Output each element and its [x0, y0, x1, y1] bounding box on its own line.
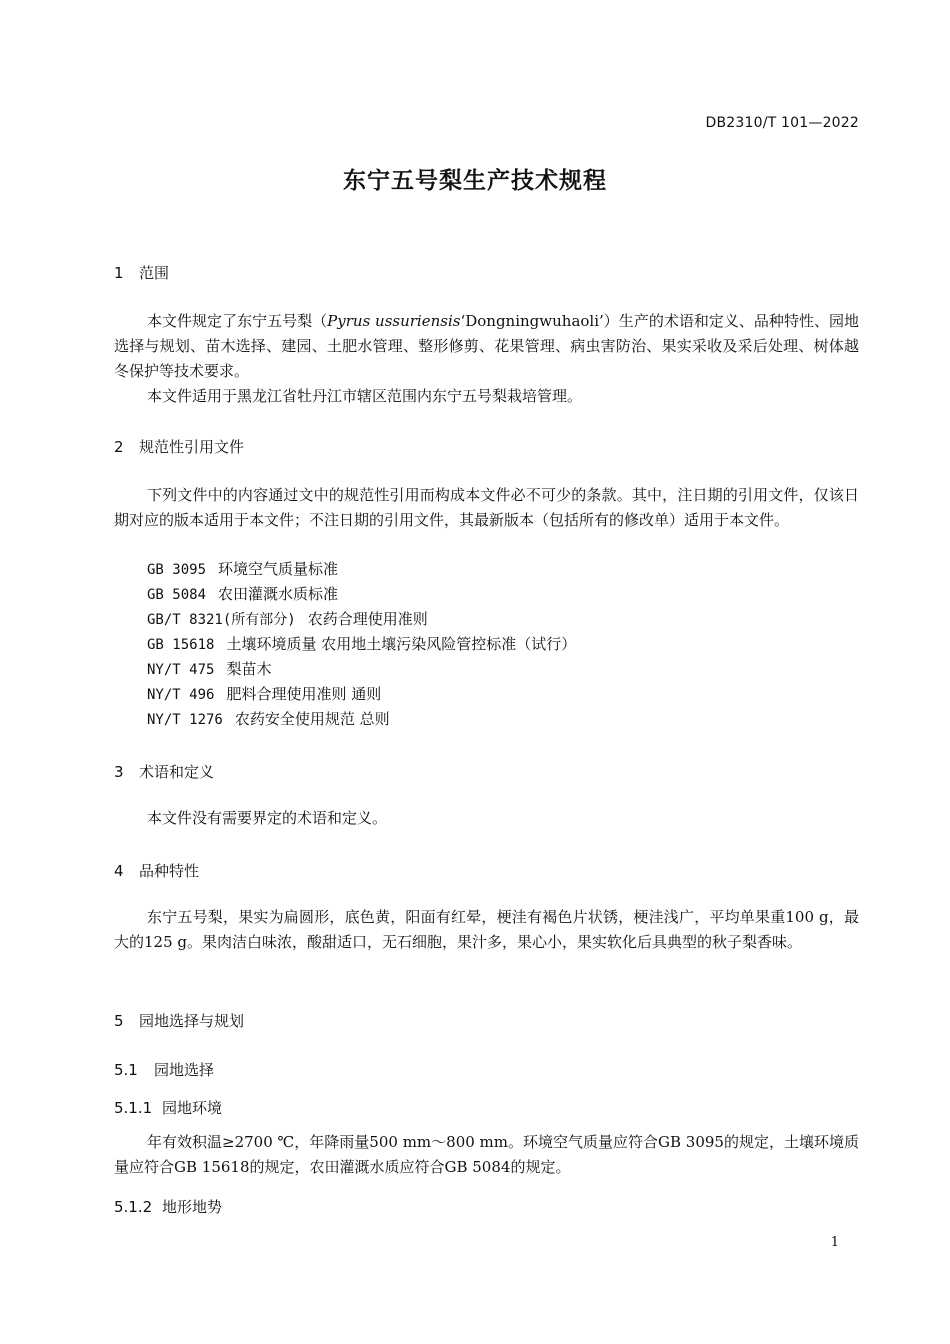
reference-item — [147, 582, 576, 607]
section-heading-terms — [114, 761, 214, 782]
document-title: 东宁五号梨生产技术规程 — [343, 168, 607, 194]
reference-name: 土壤环境质量 农用地土壤污染风险管控标准（试行） — [226, 635, 577, 653]
reference-code: NY/T 1276 — [147, 712, 223, 728]
variety-paragraph: 东宁五号梨，果实为扁圆形，底色黄，阳面有红晕，梗洼有褐色片状锈，梗洼浅广，平均单果重100 g，最大的125 g。果肉洁白味浓，酸甜适口，无石细胞，果汁多，果心小，果实软化后具典型的秋子梨香味。 — [114, 908, 859, 951]
section-number: 2 — [114, 438, 124, 456]
reference-code: GB 15618 — [147, 637, 215, 653]
scope-applicability-paragraph: 本文件适用于黑龙江省牡丹江市辖区范围内东宁五号梨栽培管理。 — [147, 387, 583, 405]
section-heading-terrain — [114, 1196, 222, 1217]
reference-item — [147, 607, 576, 632]
section-title: 规范性引用文件 — [139, 438, 245, 456]
references-intro-paragraph: 下列文件中的内容通过文中的规范性引用而构成本文件必不可少的条款。其中，注日期的引用文件，仅该日期对应的版本适用于本文件；不注日期的引用文件，其最新版本（包括所有的修改单）适用于本文件。 — [114, 486, 859, 529]
reference-code: NY/T 475 — [147, 662, 215, 678]
page-number: 1 — [830, 1235, 839, 1250]
section-heading-normative-references — [114, 436, 244, 457]
scope-text-pre: 本文件规定了东宁五号梨（ — [147, 312, 328, 330]
reference-item — [147, 682, 576, 707]
reference-code: NY/T 496 — [147, 687, 215, 703]
environment-paragraph: 年有效积温≥2700 ℃，年降雨量500 mm～800 mm。环境空气质量应符合GB 3095的规定，土壤环境质量应符合GB 15618的规定，农田灌溉水质应符合GB 5084的规定。 — [114, 1133, 859, 1176]
section-title: 范围 — [139, 264, 170, 282]
section-title: 地形地势 — [162, 1198, 223, 1216]
reference-name: 农药安全使用规范 总则 — [234, 710, 390, 728]
document-code: DB2310/T 101—2022 — [705, 115, 859, 131]
section-title: 术语和定义 — [139, 763, 215, 781]
terms-paragraph: 本文件没有需要界定的术语和定义。 — [147, 809, 388, 827]
section-title: 品种特性 — [139, 862, 200, 880]
section-number: 3 — [114, 763, 124, 781]
scope-latin-name: Pyrus ussuriensis — [327, 312, 461, 330]
section-heading-site-selection — [114, 1059, 214, 1080]
scope-paragraph — [114, 309, 859, 384]
section-number: 5.1.1 — [114, 1099, 153, 1117]
reference-code: GB/T 8321(所有部分) — [147, 612, 296, 628]
section-number: 5 — [114, 1012, 124, 1030]
section-number: 1 — [114, 264, 124, 282]
reference-list — [147, 557, 576, 732]
section-heading-variety — [114, 860, 199, 881]
reference-name: 梨苗木 — [226, 660, 272, 678]
reference-code: GB 3095 — [147, 562, 207, 578]
reference-name: 农田灌溉水质标准 — [218, 585, 339, 603]
reference-name: 农药合理使用准则 — [307, 610, 428, 628]
section-number: 4 — [114, 862, 124, 880]
reference-item — [147, 657, 576, 682]
reference-name: 肥料合理使用准则 通则 — [226, 685, 382, 703]
reference-code: GB 5084 — [147, 587, 207, 603]
reference-name: 环境空气质量标准 — [218, 560, 339, 578]
section-title: 园地选择 — [154, 1061, 215, 1079]
section-heading-scope — [114, 262, 169, 283]
section-title: 园地环境 — [162, 1099, 223, 1117]
scope-text-post: ‘Dongningwuhaoli’）生产的术语和定义、品种特性、园地选择与规划、苗木选择、建园、土肥水管理、整形修剪、花果管理、病虫害防治、果实采收及采后处理、树体越冬保护等技术要求。 — [114, 312, 859, 380]
section-number: 5.1.2 — [114, 1198, 153, 1216]
reference-item — [147, 557, 576, 582]
section-number: 5.1 — [114, 1061, 138, 1079]
reference-item — [147, 707, 576, 732]
section-heading-site-environment — [114, 1097, 222, 1118]
reference-item — [147, 632, 576, 657]
section-title: 园地选择与规划 — [139, 1012, 245, 1030]
section-heading-site-selection-planning — [114, 1010, 244, 1031]
